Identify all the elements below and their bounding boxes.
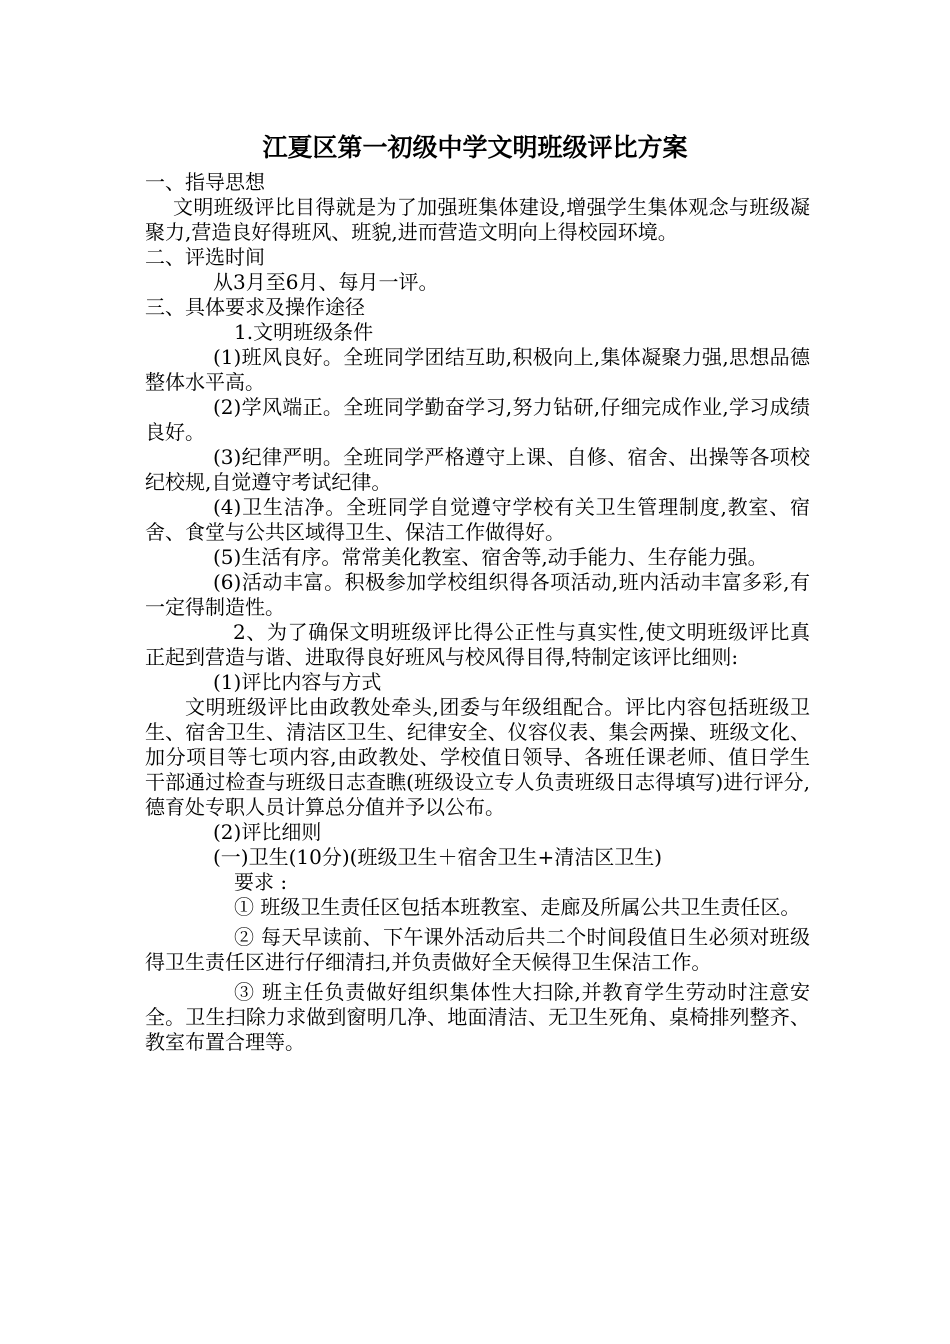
subheading-rules-intro: 2、为了确保文明班级评比得公正性与真实性,使文明班级评比真正起到营造与谐、进取得良好班风与校风得目得,特制定该评比细则:	[145, 620, 810, 669]
rule-heading-content-method: (1)评比内容与方式	[213, 670, 382, 694]
rule-item-hygiene: (一)卫生(10分)(班级卫生＋宿舍卫生+清洁区卫生)	[213, 845, 663, 869]
condition-item-4: (4)卫生洁净。全班同学自觉遵守学校有关卫生管理制度,教室、宿舍、食堂与公共区域得卫生、保洁工作做得好。	[145, 495, 810, 544]
paragraph-content-method: 文明班级评比由政教处牵头,团委与年级组配合。评比内容包括班级卫生、宿舍卫生、清洁区卫生、纪律安全、仪容仪表、集会两操、班级文化、加分项目等七项内容,由政教处、学校值日领导、各班任课老师、值日学生干部通过检查与班级日志查瞧(班级设立专人负责班级日志得填写)进行评分,德育处专职人员计算总分值并予以公布。	[145, 695, 810, 819]
section-heading-selection-time: 二、评选时间	[145, 245, 265, 269]
condition-item-6: (6)活动丰富。积极参加学校组织得各项活动,班内活动丰富多彩,有一定得制造性。	[145, 570, 810, 619]
condition-item-1: (1)班风良好。全班同学团结互助,积极向上,集体凝聚力强,思想品德整体水平高。	[145, 345, 810, 394]
requirement-item-2: ② 每天早读前、下午课外活动后共二个时间段值日生必须对班级得卫生责任区进行仔细清扫,并负责做好全天候得卫生保洁工作。	[145, 925, 810, 974]
rule-heading-details: (2)评比细则	[213, 820, 322, 844]
section-heading-requirements: 三、具体要求及操作途径	[145, 295, 365, 319]
paragraph-purpose: 文明班级评比目得就是为了加强班集体建设,增强学生集体观念与班级凝聚力,营造良好得班风、班貌,进而营造文明向上得校园环境。	[145, 195, 810, 244]
document-title: 江夏区第一初级中学文明班级评比方案	[262, 133, 688, 162]
section-heading-guiding-idea: 一、指导思想	[145, 170, 265, 194]
subheading-conditions: 1.文明班级条件	[234, 320, 374, 344]
condition-item-5: (5)生活有序。常常美化教室、宿舍等,动手能力、生存能力强。	[213, 545, 768, 569]
paragraph-selection-time: 从3月至6月、每月一评。	[213, 270, 439, 294]
requirements-label: 要求 :	[234, 870, 288, 894]
condition-item-2: (2)学风端正。全班同学勤奋学习,努力钻研,仔细完成作业,学习成绩良好。	[145, 395, 810, 444]
requirement-item-3: ③ 班主任负责做好组织集体性大扫除,并教育学生劳动时注意安全。卫生扫除力求做到窗明几净、地面清洁、无卫生死角、桌椅排列整齐、教室布置合理等。	[145, 980, 810, 1054]
document-body	[145, 170, 810, 1055]
condition-item-3: (3)纪律严明。全班同学严格遵守上课、自修、宿舍、出操等各项校纪校规,自觉遵守考试纪律。	[145, 445, 810, 494]
requirement-item-1: ① 班级卫生责任区包括本班教室、走廊及所属公共卫生责任区。	[234, 895, 801, 919]
